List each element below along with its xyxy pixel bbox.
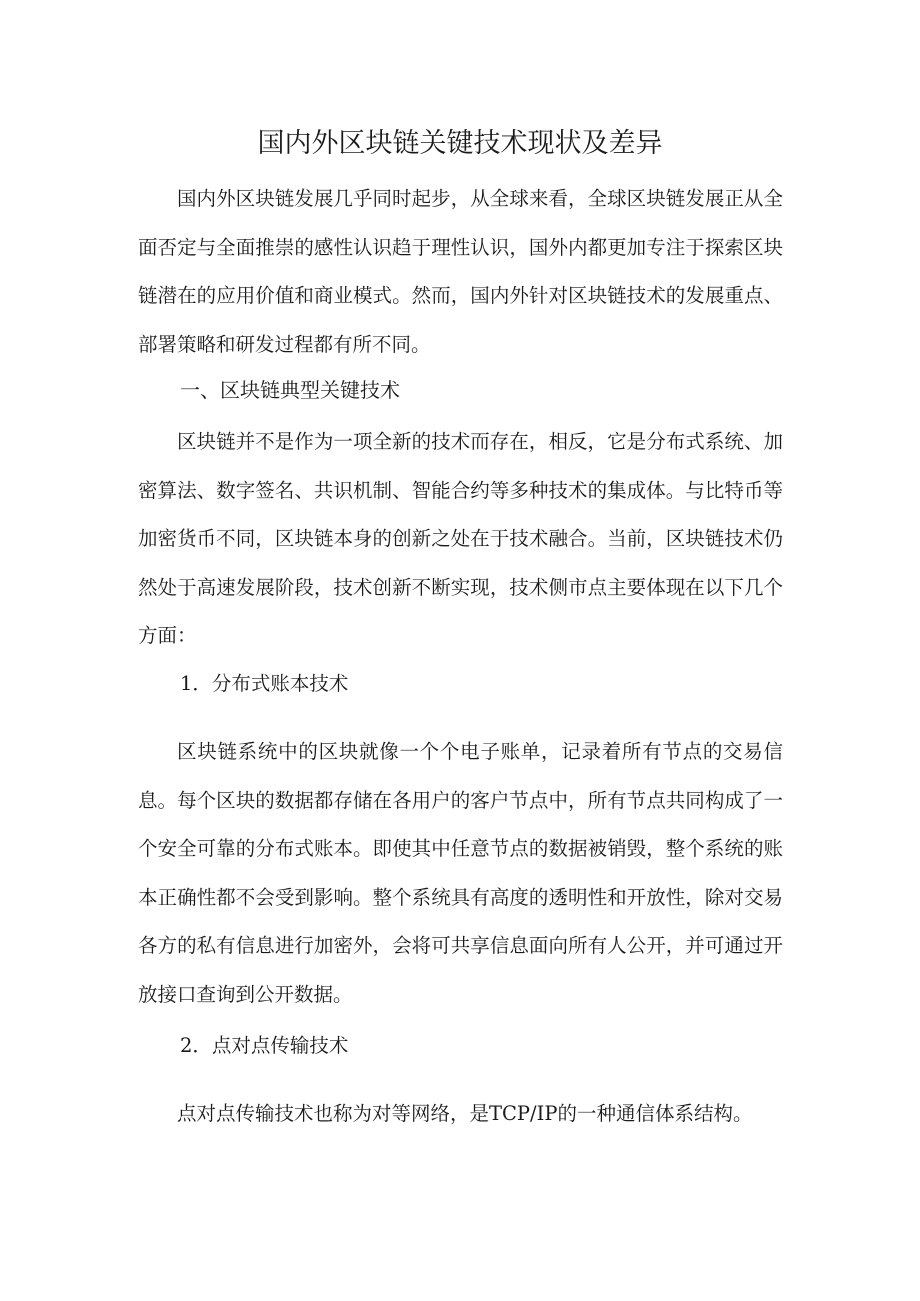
intro-paragraph: 国内外区块链发展几乎同时起步，从全球来看，全球区块链发展正从全面否定与全面推崇的感性认识趋于理性认识，国外内都更加专注于探索区块链潜在的应用价值和商业模式。然而，国内外针对区块链技术的发展重点、部署策略和研发过程都有所不同。	[138, 187, 783, 356]
subsection-heading-ledger: 1．分布式账本技术	[180, 672, 349, 695]
section-paragraph: 区块链并不是作为一项全新的技术而存在，相反，它是分布式系统、加密算法、数字签名、共识机制、智能合约等多种技术的集成体。与比特币等加密货币不同，区块链本身的创新之处在于技术融合。当前，区块链技术仍然处于高速发展阶段，技术创新不断实现，技术侧市点主要体现在以下几个方面：	[138, 430, 783, 647]
subsection-paragraph-ledger: 区块链系统中的区块就像一个个电子账单，记录着所有节点的交易信息。每个区块的数据都存储在各用户的客户节点中，所有节点共同构成了一个安全可靠的分布式账本。即使其中任意节点的数据被销毁，整个系统的账本正确性都不会受到影响。整个系统具有高度的透明性和开放性，除对交易各方的私有信息进行加密外，会将可共享信息面向所有人公开，并可通过开放接口查询到公开数据。	[138, 740, 783, 1006]
subsection-heading-p2p: 2．点对点传输技术	[180, 1034, 349, 1057]
document-title: 国内外区块链关键技术现状及差异	[257, 128, 663, 159]
subsection-paragraph-p2p: 点对点传输技术也称为对等网络，是TCP/IP的一种通信体系结构。	[177, 1102, 753, 1125]
section-heading: 一、区块链典型关键技术	[180, 378, 400, 402]
